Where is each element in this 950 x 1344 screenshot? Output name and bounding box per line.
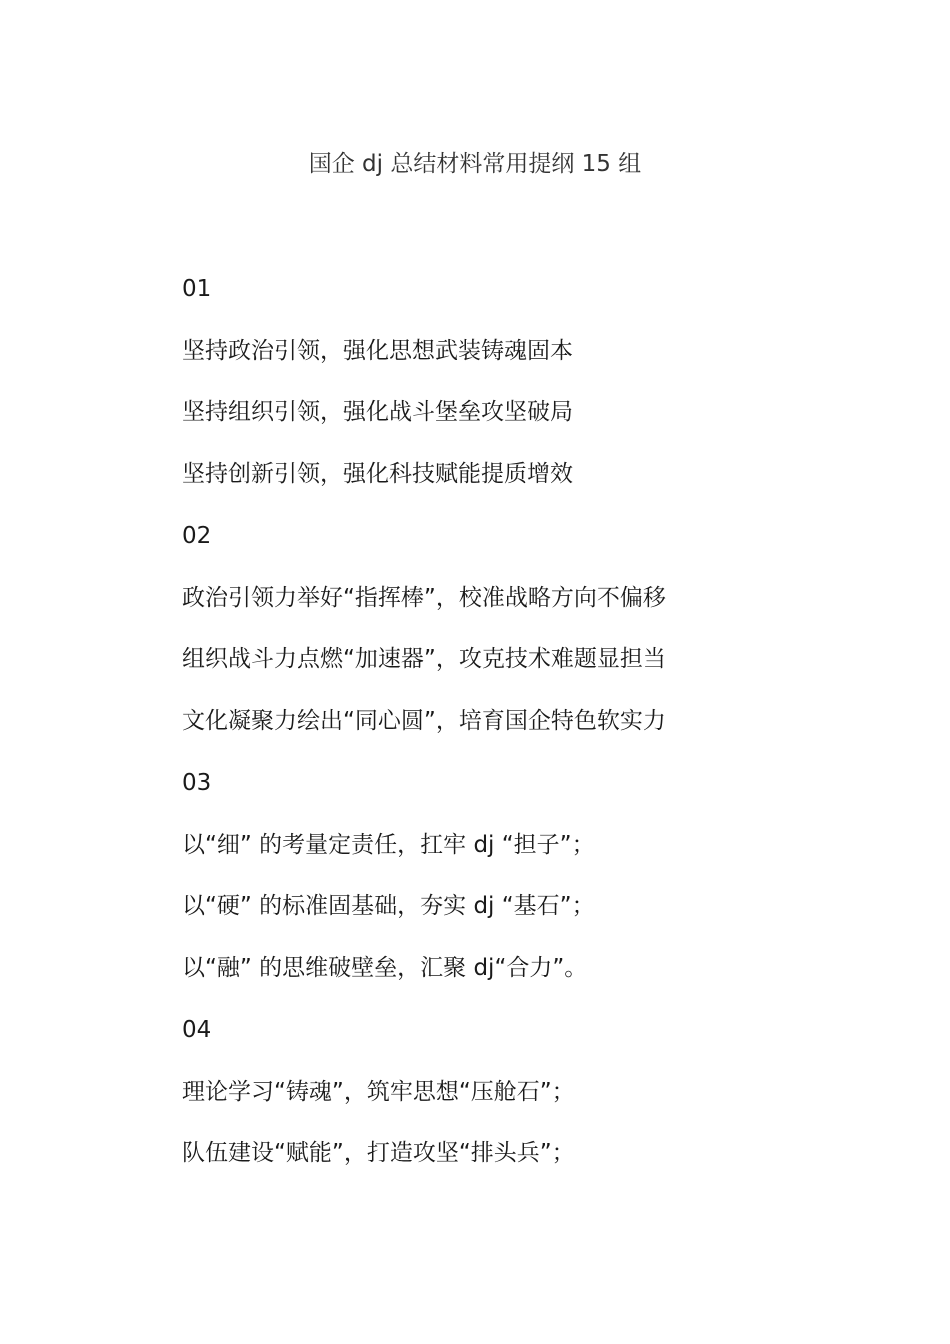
outline-line: 以“细” 的考量定责任，扛牢 dj “担子”； bbox=[182, 832, 595, 858]
outline-line: 以“融” 的思维破壁垒，汇聚 dj“合力”。 bbox=[182, 955, 588, 981]
section-number-01: 01 bbox=[182, 276, 212, 302]
outline-line: 坚持创新引领，强化科技赋能提质增效 bbox=[182, 461, 573, 487]
outline-line: 坚持政治引领，强化思想武装铸魂固本 bbox=[182, 338, 573, 364]
outline-line: 理论学习“铸魂”，筑牢思想“压舱石”； bbox=[182, 1079, 575, 1105]
outline-line: 组织战斗力点燃“加速器”，攻克技术难题显担当 bbox=[182, 646, 666, 672]
outline-line: 队伍建设“赋能”，打造攻坚“排头兵”； bbox=[182, 1140, 575, 1166]
outline-line: 以“硬” 的标准固基础，夯实 dj “基石”； bbox=[182, 893, 595, 919]
section-number-03: 03 bbox=[182, 770, 212, 796]
outline-line: 坚持组织引领，强化战斗堡垒攻坚破局 bbox=[182, 399, 573, 425]
section-number-04: 04 bbox=[182, 1017, 212, 1043]
outline-line: 文化凝聚力绘出“同心圆”，培育国企特色软实力 bbox=[182, 708, 666, 734]
outline-line: 政治引领力举好“指挥棒”，校准战略方向不偏移 bbox=[182, 585, 666, 611]
document-title: 国企 dj 总结材料常用提纲 15 组 bbox=[308, 151, 642, 177]
section-number-02: 02 bbox=[182, 523, 212, 549]
